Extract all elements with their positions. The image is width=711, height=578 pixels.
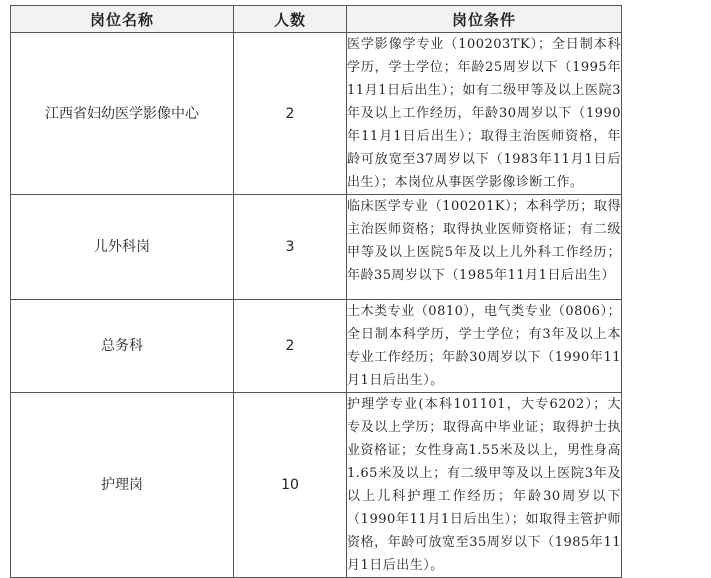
requirements-cell: 护理学专业(本科101101，大专6202）；大专及以上学历；取得高中毕业证；取得护士执业资格证；女性身高1.55米及以上，男性身高1.65米及以上；有二级甲等及以上医院3年及以上儿科护理工作经历；年龄30周岁以下（1990年11月1日后出生）；如取得主管护师资格，年龄可放宽至35周岁以下（1985年11月1日后出生）。 xyxy=(347,393,622,578)
positions-table xyxy=(10,5,622,578)
headcount-cell: 10 xyxy=(234,393,347,578)
position-name: 儿外科岗 xyxy=(94,239,150,255)
position-name-cell xyxy=(11,393,234,578)
position-name: 江西省妇幼医学影像中心 xyxy=(45,105,199,122)
requirements-cell: 土木类专业（0810），电气类专业（0806）；全日制本科学历，学士学位；有3年及以上本专业工作经历；年龄30周岁以下（1990年11月1日后出生）。 xyxy=(347,300,622,393)
position-name: 总务科 xyxy=(101,338,143,354)
position-name-cell xyxy=(11,300,234,393)
table-header-row xyxy=(11,6,622,33)
headcount-cell: 2 xyxy=(234,33,347,195)
headcount-cell: 2 xyxy=(234,300,347,393)
position-name-cell xyxy=(11,33,234,195)
position-name: 护理岗 xyxy=(101,477,143,493)
requirements-cell: 医学影像学专业（100203TK）；全日制本科学历，学士学位；年龄25周岁以下（1995年11月1日后出生）；如有二级甲等及以上医院3年及以上工作经历，年龄30周岁以下（1990年11月1日后出生）；取得主治医师资格，年龄可放宽至37周岁以下（1983年11月1日后出生）；本岗位从事医学影像诊断工作。 xyxy=(347,33,622,195)
position-name-cell xyxy=(11,195,234,300)
header-requirements: 岗位条件 xyxy=(347,6,622,33)
table-row xyxy=(11,33,622,195)
table-row xyxy=(11,300,622,393)
table-row xyxy=(11,393,622,578)
header-headcount: 人数 xyxy=(234,6,347,33)
requirements-cell: 临床医学专业（100201K）；本科学历；取得主治医师资格；取得执业医师资格证；有二级甲等及以上医院5年及以上儿外科工作经历；年龄35周岁以下（1985年11月1日后出生） xyxy=(347,195,622,300)
cut-off-text-fragment xyxy=(10,566,40,573)
headcount-cell: 3 xyxy=(234,195,347,300)
table-row xyxy=(11,195,622,300)
header-position-name: 岗位名称 xyxy=(11,6,234,33)
